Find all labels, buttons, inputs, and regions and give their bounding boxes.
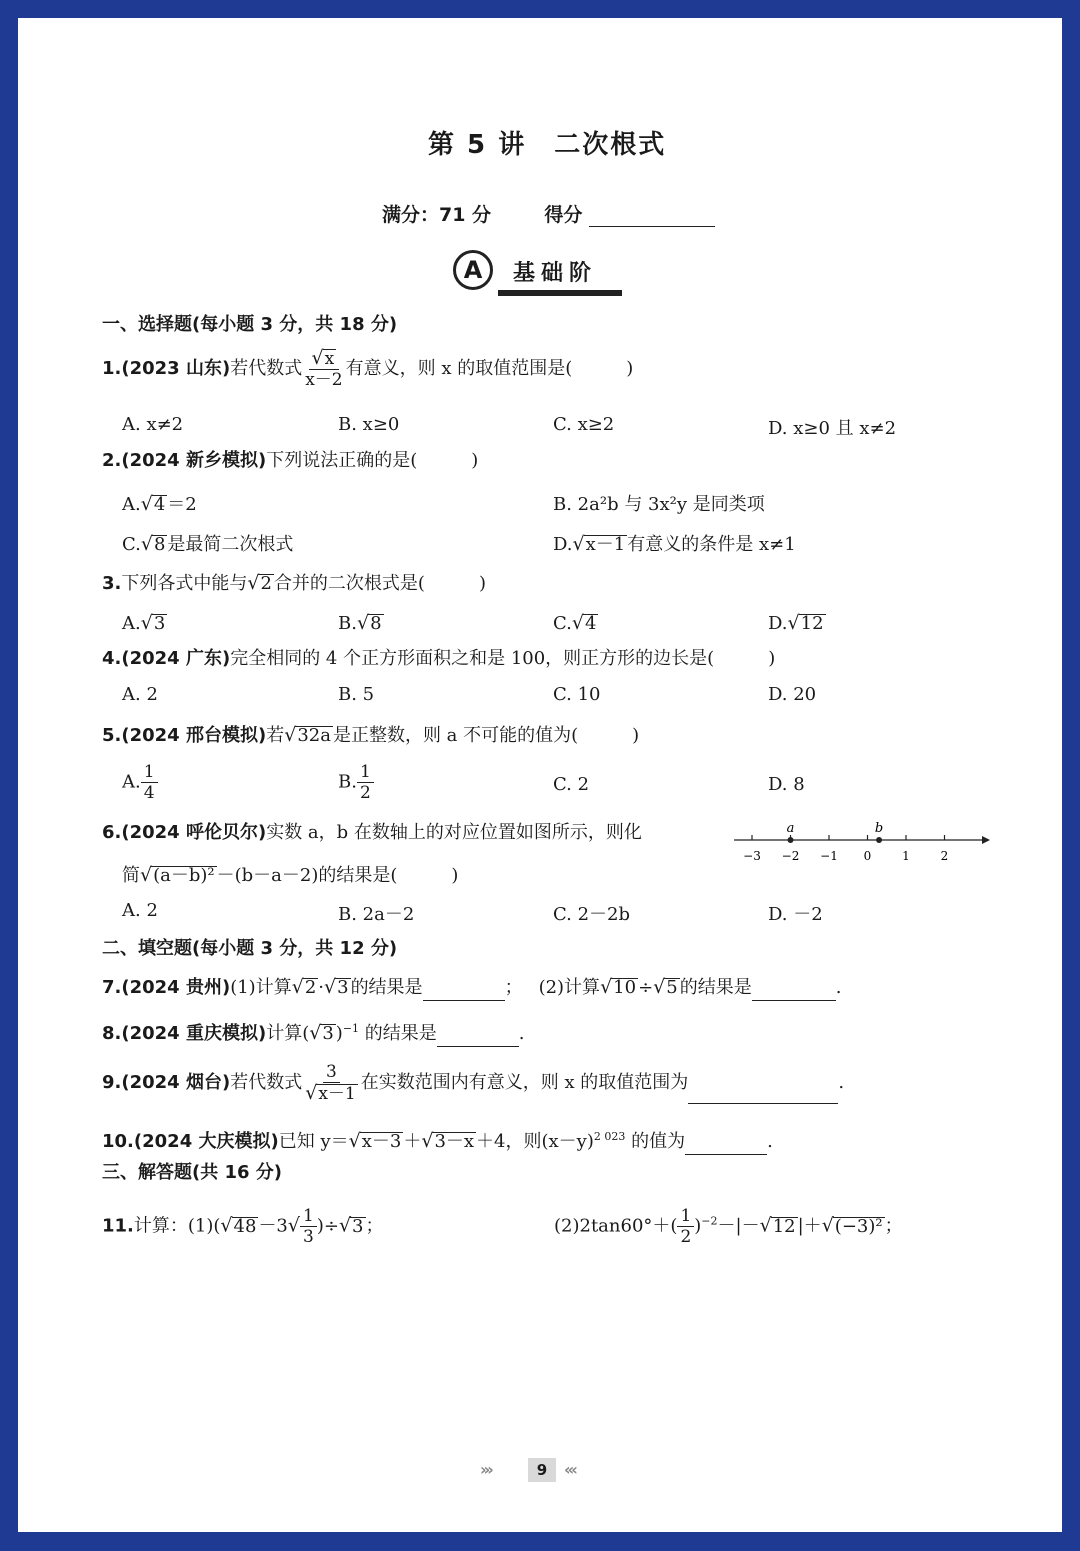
axis-arrow [982, 836, 990, 844]
q3-d-label: D. [768, 613, 788, 634]
q9-number: 9. [102, 1072, 122, 1093]
q11-p2-end: ； [884, 1215, 903, 1237]
q9-pre: 若代数式 [230, 1072, 303, 1093]
q10-answer[interactable] [685, 1136, 767, 1155]
page-footer [480, 1458, 604, 1482]
q5-a-num: 1 [141, 762, 158, 783]
q7-p1-pre: (1)计算 [230, 977, 292, 998]
q4-number: 4. [102, 648, 122, 669]
q3-number: 3. [102, 573, 122, 594]
q1-frac-num: x [324, 349, 335, 369]
point-a [788, 837, 794, 843]
q6-option-d[interactable]: D. －2 [768, 904, 823, 925]
q5-b-den: 2 [359, 783, 371, 803]
q7-answer-2[interactable] [752, 982, 836, 1001]
q3-option-d[interactable]: D.√12 [768, 612, 824, 634]
q9-frac-den: x－1 [318, 1084, 356, 1104]
q8-answer[interactable] [437, 1028, 519, 1047]
q4-option-a[interactable]: A. 2 [122, 684, 158, 705]
axis-tick-label: 1 [902, 849, 910, 863]
q11-r2: 3 [352, 1215, 364, 1237]
q10-r2: 3－x [434, 1131, 475, 1152]
q7-answer-1[interactable] [423, 982, 505, 1001]
q3-d-radicand: 12 [800, 613, 824, 634]
score-blank[interactable] [589, 208, 715, 227]
score-line [382, 200, 715, 227]
q7-p1-r1: 2 [304, 977, 317, 998]
q5-post: 是正整数，则 a 不可能的值为( ) [332, 725, 640, 746]
q11-frac-num: 1 [300, 1206, 317, 1227]
q9-answer[interactable] [688, 1085, 838, 1104]
section-choice: 一、选择题(每小题 3 分，共 18 分) [102, 314, 398, 335]
question-11-part2: (2)2tan60°＋( $\frac{1}{2}$ )$^{-2}$－|－√12 |＋√(−3)² ； [554, 1206, 903, 1247]
axis-tick-label: 2 [940, 849, 949, 863]
q9-fraction: $\frac{3}{√x-1}$ [305, 1062, 356, 1104]
question-6 [102, 820, 642, 846]
full-score: 满分：71 分 [382, 204, 492, 226]
right-chevrons-icon: ‹‹‹ [564, 1460, 575, 1479]
q2-option-b[interactable]: B. 2a²b 与 3x²y 是同类项 [553, 494, 765, 515]
q7-source: (2024 贵州) [121, 977, 231, 998]
level-underline [498, 290, 622, 296]
q2-option-c[interactable]: C.√8 是最简二次根式 [122, 533, 294, 555]
q3-c-radicand: 4 [584, 613, 597, 634]
question-3: 3.下列各式中能与√2 合并的二次根式是( ) [102, 572, 486, 594]
q11-pre: 计算：(1)( [133, 1215, 221, 1237]
q6-option-b[interactable]: B. 2a－2 [338, 904, 415, 925]
q1-option-a[interactable]: A. x≠2 [122, 414, 184, 435]
q4-source: (2024 广东) [121, 648, 231, 669]
q9-source: (2024 烟台) [121, 1072, 231, 1093]
q11-p2-mid: －|－ [717, 1215, 760, 1237]
q4-option-c[interactable]: C. 10 [553, 684, 601, 705]
q3-b-label: B. [338, 613, 357, 634]
q7-p2-op: ÷ [638, 977, 654, 998]
q2-a-label: A. [122, 494, 141, 515]
q3-a-label: A. [122, 613, 141, 634]
page-number: 9 [528, 1458, 556, 1482]
q10-end: . [767, 1131, 773, 1152]
q6-number: 6. [102, 822, 122, 843]
got-score-label: 得分 [544, 204, 583, 226]
question-9 [102, 1062, 844, 1104]
question-8: 8.(2024 重庆模拟)计算(√3 )$^{-1}$ 的结果是 . [102, 1016, 525, 1047]
q1-option-c[interactable]: C. x≥2 [553, 414, 615, 435]
q8-number: 8. [102, 1023, 122, 1044]
q1-pre: 若代数式 [230, 358, 303, 379]
q2-option-d[interactable]: D.√x－1 有意义的条件是 x≠1 [553, 533, 796, 555]
q5-a-den: 4 [143, 783, 155, 803]
page-title: 第 5 讲 二次根式 [428, 130, 667, 160]
q1-fraction: $\frac{√x}{x-2}$ [302, 348, 345, 390]
q7-p2-post: 的结果是 [679, 977, 752, 998]
q5-source: (2024 邢台模拟) [121, 725, 267, 746]
q11-p2-frac-den: 2 [680, 1227, 692, 1247]
q8-exponent: −1 [342, 1022, 360, 1035]
q7-p2-r2: 5 [666, 977, 678, 998]
q1-option-b[interactable]: B. x≥0 [338, 414, 400, 435]
q11-p2-pre: (2)2tan60°＋( [554, 1215, 678, 1237]
q2-stem: 下列说法正确的是( ) [266, 450, 479, 471]
q2-d-post: 有意义的条件是 x≠1 [627, 534, 796, 555]
q10-mid: ＋4，则(x－y) [476, 1131, 594, 1152]
section-solve: 三、解答题(共 16 分) [102, 1162, 283, 1183]
q11-number: 11. [102, 1215, 134, 1237]
q10-pre: 已知 y＝ [278, 1131, 349, 1152]
q11-p2-mid2: |＋ [797, 1215, 822, 1237]
q11-post1: )÷ [316, 1215, 339, 1237]
q11-r1: 48 [233, 1215, 257, 1237]
q8-post: 的结果是 [359, 1023, 437, 1044]
q1-post: 有意义，则 x 的取值范围是( ) [345, 358, 634, 379]
q7-p2-pre: (2)计算 [538, 977, 601, 998]
q8-source: (2024 重庆模拟) [121, 1023, 267, 1044]
q11-p2-r1: 12 [772, 1215, 796, 1237]
q2-c-label: C. [122, 534, 141, 555]
level-a-icon: A [453, 250, 493, 290]
q5-b-num: 1 [357, 762, 374, 783]
q11-p2-fraction [677, 1206, 694, 1247]
q6-stem: 实数 a，b 在数轴上的对应位置如图所示，则化 [266, 822, 642, 843]
q3-stem-post: 合并的二次根式是( ) [273, 573, 486, 594]
question-7: 7.(2024 贵州)(1)计算√2 ·√3 的结果是 ； (2)计算√10 ÷√5 的结果是 . [102, 974, 841, 1001]
q11-p2-close: ) [694, 1215, 702, 1237]
q7-p2-r1: 10 [613, 977, 637, 998]
left-chevrons-icon: ››› [480, 1460, 491, 1479]
q8-pre: 计算( [266, 1023, 310, 1044]
q2-a-radicand: 4 [153, 494, 166, 515]
point-b-label: b [874, 822, 884, 836]
q2-c-radicand: 8 [153, 534, 166, 555]
q7-p2-end: . [835, 977, 842, 998]
q8-radicand: 3 [322, 1023, 334, 1044]
q3-stem-radicand: 2 [260, 573, 272, 594]
q10-number: 10. [102, 1131, 134, 1152]
question-4 [102, 646, 775, 672]
q3-c-label: C. [553, 613, 572, 634]
q6-option-c[interactable]: C. 2－2b [553, 904, 631, 925]
q3-stem-pre: 下列各式中能与 [121, 573, 248, 594]
q11-p2-frac-num: 1 [677, 1206, 694, 1227]
q10-source: (2024 大庆模拟) [133, 1131, 279, 1152]
q3-option-c[interactable]: C.√4 [553, 612, 597, 634]
q7-p1-post: 的结果是 [350, 977, 423, 998]
q6-source: (2024 呼伦贝尔) [121, 822, 267, 843]
axis-ticks [752, 835, 945, 840]
q6-number-line [730, 822, 992, 870]
q8-end: . [518, 1023, 525, 1044]
question-6-line2: 简√(a－b)² －(b－a－2)的结果是( ) [122, 864, 459, 886]
q10-exponent: 2 023 [593, 1130, 626, 1143]
q1-number: 1. [102, 358, 122, 379]
level-label: 基础阶 [513, 261, 598, 286]
axis-tick-labels [743, 849, 948, 863]
q5-a-label: A. [122, 771, 141, 793]
worksheet-page [18, 18, 1062, 1532]
question-10: 10.(2024 大庆模拟)已知 y＝√x－3 ＋√3－x ＋4，则$(x-y)^{2 023}$ 的值为 . [102, 1124, 773, 1155]
q5-number: 5. [102, 725, 122, 746]
q3-a-radicand: 3 [153, 613, 166, 634]
question-5: 5.(2024 邢台模拟)若√32a 是正整数，则 a 不可能的值为( ) [102, 724, 640, 746]
q2-a-post: ＝2 [167, 494, 197, 515]
axis-tick-label: −2 [781, 849, 800, 863]
q11-end1: ； [365, 1215, 384, 1237]
point-a-label: a [786, 822, 795, 836]
q5-pre: 若 [266, 725, 285, 746]
q3-b-radicand: 8 [370, 613, 382, 634]
q11-p2-r2: (−3)² [834, 1215, 883, 1237]
q7-p1-dot: · [318, 977, 324, 998]
question-1 [102, 348, 633, 390]
q4-stem: 完全相同的 4 个正方形面积之和是 100，则正方形的边长是( ) [230, 648, 776, 669]
q3-option-a[interactable]: A.√3 [122, 612, 166, 634]
q11-fraction [300, 1206, 317, 1247]
q9-post: 在实数范围内有意义，则 x 的取值范围为 [360, 1072, 689, 1093]
q3-option-b[interactable]: B.√8 [338, 612, 382, 634]
q2-number: 2. [102, 450, 122, 471]
q5-radicand: 32a [297, 725, 331, 746]
q11-minus: －3 [258, 1215, 288, 1237]
q2-d-label: D. [553, 534, 573, 555]
q9-end: . [838, 1072, 845, 1093]
question-11-part1: 11.计算：(1)(√48 －3√ $\frac{1}{3}$ )÷√3 ； [102, 1206, 384, 1247]
q1-frac-den: x－2 [305, 370, 343, 390]
q5-option-c[interactable]: C. 2 [553, 774, 590, 795]
q2-c-post: 是最简二次根式 [167, 534, 294, 555]
q2-option-a[interactable]: A.√4 ＝2 [122, 493, 197, 515]
question-2 [102, 448, 478, 474]
q9-frac-num: 3 [323, 1062, 340, 1083]
level-badge [453, 250, 643, 300]
q10-plus: ＋ [403, 1131, 422, 1152]
q4-option-d[interactable]: D. 20 [768, 684, 817, 705]
q7-p1-end: ； [504, 977, 523, 998]
q5-option-a[interactable] [122, 762, 158, 803]
q5-option-b[interactable] [338, 762, 374, 803]
q10-post: 的值为 [625, 1131, 686, 1152]
q10-r1: x－3 [361, 1131, 402, 1152]
axis-tick-label: −3 [743, 849, 761, 863]
q2-source: (2024 新乡模拟) [121, 450, 267, 471]
q6-line2-pre: 简 [122, 865, 140, 886]
q8-mid: ) [335, 1023, 343, 1044]
point-b [876, 837, 882, 843]
q7-number: 7. [102, 977, 122, 998]
q5-b-label: B. [338, 771, 357, 793]
axis-tick-label: 0 [863, 849, 872, 863]
q5-option-d[interactable]: D. 8 [768, 774, 805, 795]
q6-line2-radicand: (a－b)² [153, 865, 215, 886]
q4-option-b[interactable]: B. 5 [338, 684, 375, 705]
q1-source: (2023 山东) [121, 358, 231, 379]
section-fill: 二、填空题(每小题 3 分，共 12 分) [102, 938, 398, 959]
q6-option-a[interactable]: A. 2 [122, 900, 158, 921]
q11-frac-den: 3 [303, 1227, 314, 1247]
q2-d-radicand: x－1 [585, 534, 626, 555]
q7-p1-r2: 3 [337, 977, 349, 998]
q11-p2-exponent: −2 [701, 1214, 718, 1228]
q6-line2-post: －(b－a－2)的结果是( ) [216, 865, 459, 886]
axis-tick-label: −1 [820, 849, 838, 863]
q1-option-d[interactable]: D. x≥0 且 x≠2 [768, 418, 897, 439]
